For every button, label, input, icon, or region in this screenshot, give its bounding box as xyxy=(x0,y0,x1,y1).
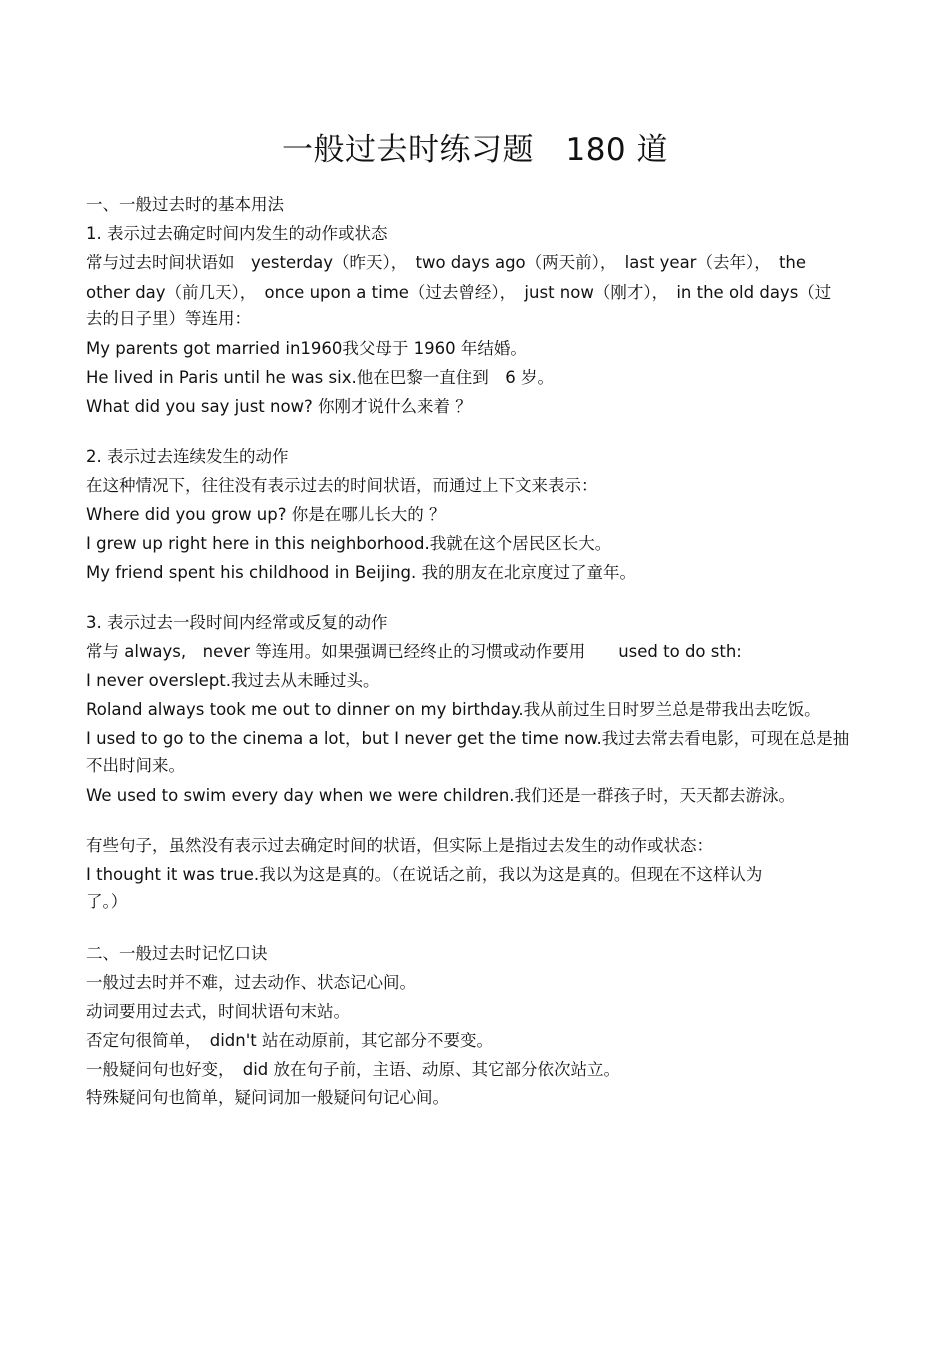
example-sentence-8: Roland always took me out to dinner on my birthday.我从前过生日时罗兰总是带我出去吃饭。 xyxy=(86,700,821,719)
mnemonic-line-1: 一般过去时并不难，过去动作、状态记心间。 xyxy=(86,973,416,992)
usage-1-intro-line-1: 常与过去时间状语如 yesterday（昨天）， two days ago（两天前）， last year（去年）， the xyxy=(86,253,807,272)
example-sentence-1: My parents got married in1960我父母于 1960 年结婚。 xyxy=(86,339,527,358)
usage-1-heading: 1. 表示过去确定时间内发生的动作或状态 xyxy=(86,224,388,243)
example-sentence-5: I grew up right here in this neighborhood.我就在这个居民区长大。 xyxy=(86,534,612,553)
usage-3-intro: 常与 always, never 等连用。如果强调已经终止的习惯或动作要用 used to do sth: xyxy=(86,642,742,661)
note-intro: 有些句子，虽然没有表示过去确定时间的状语，但实际上是指过去发生的动作或状态： xyxy=(86,836,713,855)
mnemonic-line-2: 动词要用过去式，时间状语句末站。 xyxy=(86,1002,350,1021)
usage-2-intro: 在这种情况下，往往没有表示过去的时间状语，而通过上下文来表示： xyxy=(86,476,598,495)
section-heading-basic-usage: 一、一般过去时的基本用法 xyxy=(86,195,284,214)
mnemonic-line-4: 一般疑问句也好变， did 放在句子前，主语、动原、其它部分依次站立。 xyxy=(86,1060,621,1079)
example-sentence-3: What did you say just now? 你刚才说什么来着 ？ xyxy=(86,397,472,416)
example-sentence-9-line-1: I used to go to the cinema a lot，but I never get the time now.我过去常去看电影，可现在总是抽 xyxy=(86,729,850,748)
example-sentence-9-line-2: 不出时间来。 xyxy=(86,756,185,775)
example-sentence-10: We used to swim every day when we were children.我们还是一群孩子时，天天都去游泳。 xyxy=(86,786,796,805)
page-title: 一般过去时练习题 180 道 xyxy=(281,132,669,168)
usage-2-heading: 2. 表示过去连续发生的动作 xyxy=(86,447,289,466)
usage-1-intro-line-2: other day（前几天）， once upon a time（过去曾经）， just now（刚才）， in the old days（过 xyxy=(86,283,832,302)
example-sentence-4: Where did you grow up? 你是在哪儿长大的 ？ xyxy=(86,505,446,524)
example-sentence-11-line-2: 了。） xyxy=(86,892,128,911)
example-sentence-2: He lived in Paris until he was six.他在巴黎一直住到 6 岁。 xyxy=(86,368,554,387)
section-heading-mnemonic: 二、一般过去时记忆口诀 xyxy=(86,944,268,963)
example-sentence-7: I never overslept.我过去从未睡过头。 xyxy=(86,671,380,690)
usage-3-heading: 3. 表示过去一段时间内经常或反复的动作 xyxy=(86,613,388,632)
usage-1-intro-line-3: 去的日子里）等连用： xyxy=(86,309,251,328)
example-sentence-6: My friend spent his childhood in Beijing. 我的朋友在北京度过了童年。 xyxy=(86,563,636,582)
mnemonic-line-5: 特殊疑问句也简单，疑问词加一般疑问句记心间。 xyxy=(86,1088,449,1107)
example-sentence-11-line-1: I thought it was true.我以为这是真的。（在说话之前，我以为这是真的。但现在不这样认为 xyxy=(86,865,763,884)
mnemonic-line-3: 否定句很简单， didn't 站在动原前，其它部分不要变。 xyxy=(86,1031,493,1050)
